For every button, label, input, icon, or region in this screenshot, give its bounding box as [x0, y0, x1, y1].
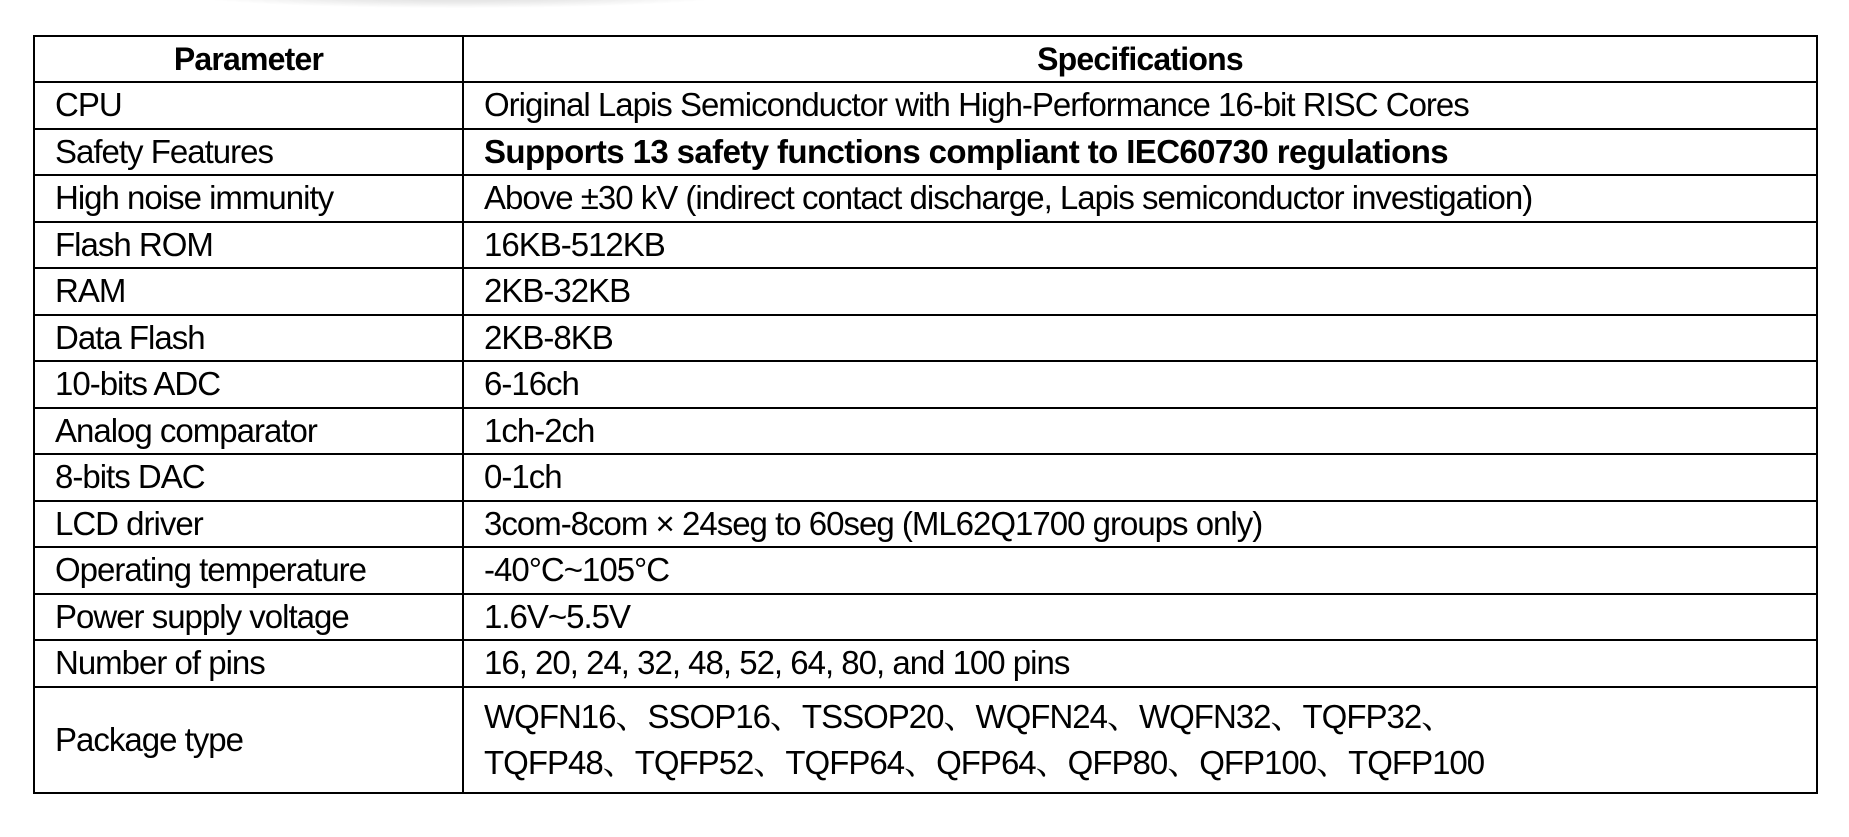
- table-row: [34, 501, 1817, 548]
- spec-cell: 2KB-32KB: [463, 268, 1817, 315]
- spec-cell: 16, 20, 24, 32, 48, 52, 64, 80, and 100 pins: [463, 640, 1817, 687]
- table-header-row: [34, 36, 1817, 82]
- spec-cell: 1.6V~5.5V: [463, 594, 1817, 641]
- spec-cell: 3com-8com × 24seg to 60seg (ML62Q1700 groups only): [463, 501, 1817, 548]
- parameter-cell: Power supply voltage: [34, 594, 463, 641]
- table-row: [34, 687, 1817, 793]
- table-row: [34, 268, 1817, 315]
- top-shadow-decoration: [180, 0, 740, 8]
- table-row: [34, 594, 1817, 641]
- table-row: [34, 82, 1817, 129]
- table-row: [34, 408, 1817, 455]
- parameter-cell: Operating temperature: [34, 547, 463, 594]
- specifications-table: [33, 35, 1818, 794]
- parameter-cell: Safety Features: [34, 129, 463, 176]
- spec-line: TQFP48、TQFP52、TQFP64、QFP64、QFP80、QFP100、TQFP100: [484, 743, 1485, 781]
- parameter-cell: Analog comparator: [34, 408, 463, 455]
- parameter-cell: 8-bits DAC: [34, 454, 463, 501]
- spec-cell: 16KB-512KB: [463, 222, 1817, 269]
- parameter-cell: Package type: [34, 687, 463, 793]
- spec-cell: 1ch-2ch: [463, 408, 1817, 455]
- spec-cell: 6-16ch: [463, 361, 1817, 408]
- header-parameter: Parameter: [34, 36, 463, 82]
- parameter-cell: High noise immunity: [34, 175, 463, 222]
- parameter-cell: 10-bits ADC: [34, 361, 463, 408]
- parameter-cell: Data Flash: [34, 315, 463, 362]
- table-row: [34, 222, 1817, 269]
- parameter-cell: Flash ROM: [34, 222, 463, 269]
- parameter-cell: Number of pins: [34, 640, 463, 687]
- table-row: [34, 547, 1817, 594]
- spec-cell: 0-1ch: [463, 454, 1817, 501]
- parameter-cell: LCD driver: [34, 501, 463, 548]
- spec-cell: 2KB-8KB: [463, 315, 1817, 362]
- spec-cell: Above ±30 kV (indirect contact discharge, Lapis semiconductor investigation): [463, 175, 1817, 222]
- spec-cell: -40°C~105°C: [463, 547, 1817, 594]
- spec-cell: [463, 687, 1817, 793]
- table-row: [34, 361, 1817, 408]
- parameter-cell: CPU: [34, 82, 463, 129]
- spec-line: WQFN16、SSOP16、TSSOP20、WQFN24、WQFN32、TQFP32、: [484, 697, 1454, 735]
- parameter-cell: RAM: [34, 268, 463, 315]
- spec-cell: Original Lapis Semiconductor with High-Performance 16-bit RISC Cores: [463, 82, 1817, 129]
- table-row: [34, 129, 1817, 176]
- table-row: [34, 175, 1817, 222]
- table-row: [34, 315, 1817, 362]
- table-row: [34, 640, 1817, 687]
- table-row: [34, 454, 1817, 501]
- header-specifications: Specifications: [463, 36, 1817, 82]
- spec-cell-bold: Supports 13 safety functions compliant to IEC60730 regulations: [463, 129, 1817, 176]
